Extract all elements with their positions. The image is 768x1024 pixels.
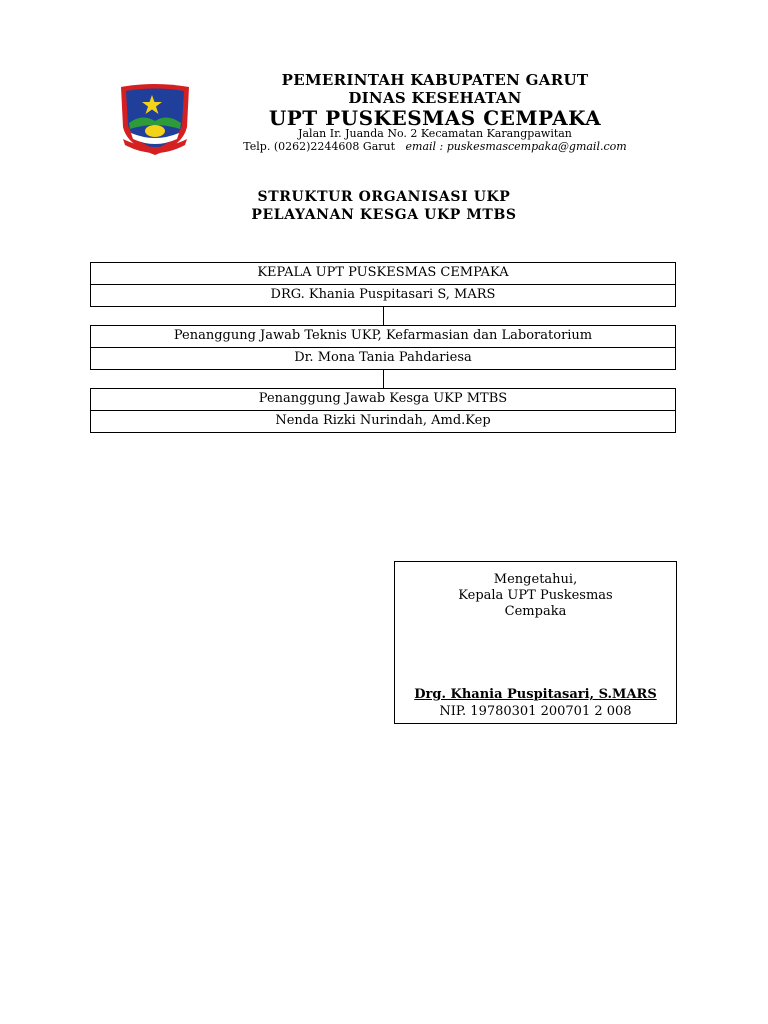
header-email: email : puskesmascempaka@gmail.com [405,140,627,153]
org-position: KEPALA UPT PUSKESMAS CEMPAKA [257,265,509,280]
header-puskesmas-name: UPT PUSKESMAS CEMPAKA [268,106,602,130]
signature-role: Kepala UPT Puskesmas [458,588,613,603]
signature-name: Drg. Khania Puspitasari, S.MARS [414,687,657,702]
org-person-name: DRG. Khania Puspitasari S, MARS [91,284,675,306]
signature-role-cont: Cempaka [504,604,567,619]
garut-regency-logo-icon [117,83,193,159]
signature-nip: NIP. 19780301 200701 2 008 [439,704,632,719]
header-government-line: PEMERINTAH KABUPATEN GARUT [281,71,589,89]
org-person-name: Dr. Mona Tania Pahdariesa [91,347,675,369]
header-address: Jalan Ir. Juanda No. 2 Kecamatan Karangpawitan [298,127,572,140]
document-title-line2: PELAYANAN KESGA UKP MTBS [251,207,517,223]
document-title-line1: STRUKTUR ORGANISASI UKP [257,189,511,205]
signature-box [394,561,677,724]
org-person-name: Nenda Rizki Nurindah, Amd.Kep [91,410,675,432]
header-contact [200,140,670,154]
header-telp: Telp. (0262)2244608 Garut [243,140,396,153]
org-box-head [90,262,676,307]
org-box-technical [90,325,676,370]
org-box-kesga [90,388,676,433]
org-position: Penanggung Jawab Kesga UKP MTBS [258,391,508,406]
header-department-line: DINAS KESEHATAN [348,89,522,107]
org-connector-line [383,306,384,326]
org-position: Penanggung Jawab Teknis UKP, Kefarmasian dan Laboratorium [173,328,593,343]
org-connector-line [383,369,384,389]
signature-acknowledged: Mengetahui, [493,572,578,587]
